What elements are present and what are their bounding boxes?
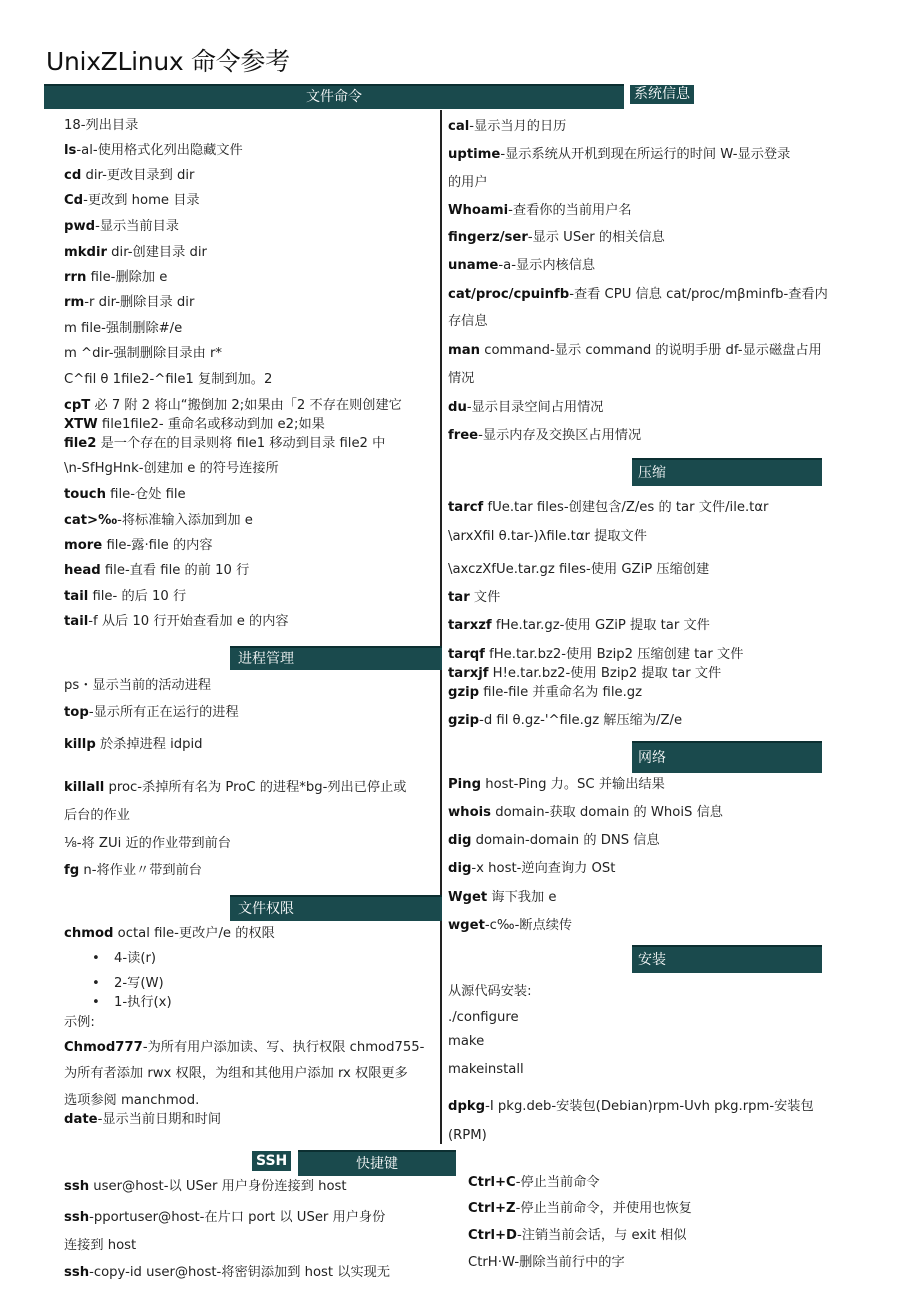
command-token: uname	[448, 258, 499, 273]
list-item: ps・显示当前的活动进程	[64, 678, 212, 693]
command-token: tar	[448, 590, 470, 605]
command-token: wget	[448, 918, 485, 933]
list-item: tarxzf fHe.tar.gz-使用 GZiP 提取 tar 文件	[448, 618, 710, 633]
command-token: gzip	[448, 685, 480, 700]
list-item: 连接到 host	[64, 1238, 137, 1253]
bullet-item	[92, 994, 172, 1012]
list-item: killall proc-杀掉所有名为 ProC 的进程*bg-列出已停止或	[64, 780, 407, 795]
list-item: ssh-copy-id user@host-将密钥添加到 host 以实现无	[64, 1265, 391, 1280]
section-header-system-info	[630, 85, 694, 104]
list-item: file2 是一个存在的目录则将 file1 移动到目录 file2 中	[64, 436, 386, 451]
command-token: rrn	[64, 270, 87, 285]
bullet-text: 1-执行(x)	[114, 995, 172, 1010]
command-token: Ctrl+Z	[468, 1201, 516, 1216]
section-title: 网络	[638, 750, 666, 766]
command-token: free	[448, 428, 479, 443]
section-title: 文件权限	[238, 901, 294, 917]
list-item: dig domain-domain 的 DNS 信息	[448, 833, 660, 848]
bullet-item	[92, 975, 164, 993]
bullet-icon: •	[92, 995, 100, 1010]
list-item: m file-强制删除#/e	[64, 321, 183, 336]
list-item: ./configure	[448, 1010, 519, 1025]
section-title: 进程管理	[238, 651, 294, 667]
section-title: 快捷键	[356, 1156, 398, 1172]
list-item: 示例:	[64, 1015, 95, 1030]
list-item: dpkg-I pkg.deb-安装包(Debian)rpm-Uvh pkg.rpm-安装包	[448, 1099, 814, 1114]
section-title: 安装	[638, 952, 666, 968]
list-item: pwd-显示当前目录	[64, 219, 179, 234]
list-item: Wget 诲下我加 e	[448, 890, 557, 905]
list-item: date-显示当前日期和时间	[64, 1112, 222, 1127]
command-token: more	[64, 538, 103, 553]
list-item: cat>‰-将标准输入添加到加 e	[64, 513, 253, 528]
bullet-text: 4-读(r)	[114, 951, 157, 966]
bullet-icon: •	[92, 976, 100, 991]
list-item: touch file-仓处 file	[64, 487, 186, 502]
command-token: rm	[64, 295, 85, 310]
list-item: wget-c‰-断点续传	[448, 918, 573, 933]
command-token: dpkg	[448, 1099, 486, 1114]
command-token: touch	[64, 487, 106, 502]
list-item: chmod octal file-更改户/e 的权限	[64, 926, 275, 941]
section-header-compress	[632, 458, 822, 486]
list-item: ⅛-将 ZUi 近的作业带到前台	[64, 836, 231, 851]
command-token: tail	[64, 614, 89, 629]
command-token: Ping	[448, 777, 482, 792]
bullet-text: 2-写(W)	[114, 976, 164, 991]
section-header-permissions	[230, 895, 442, 921]
section-header-ssh	[252, 1151, 291, 1171]
list-item: fg n-将作业〃带到前台	[64, 863, 202, 878]
list-item: uname-a-显示内核信息	[448, 258, 596, 273]
command-token: file2	[64, 436, 97, 451]
list-item: ssh-pportuser@host-在片口 port 以 USer 用户身份	[64, 1210, 386, 1225]
list-item: tarxjf H!e.tar.bz2-使用 Bzip2 提取 tar 文件	[448, 666, 722, 681]
command-token: fg	[64, 863, 80, 878]
list-item: killp 於杀掉进程 idpid	[64, 737, 203, 752]
command-token: tarqf	[448, 647, 485, 662]
command-token: top	[64, 705, 89, 720]
list-item: (RPM)	[448, 1128, 487, 1143]
list-item: C^fil θ 1file2-^file1 复制到加。2	[64, 372, 273, 387]
section-header-file-commands	[44, 84, 624, 109]
command-token: killp	[64, 737, 96, 752]
command-token: ssh	[64, 1179, 90, 1194]
list-item: 存信息	[448, 314, 488, 329]
list-item: tarqf fHe.tar.bz2-使用 Bzip2 压缩创建 tar 文件	[448, 647, 744, 662]
list-item: ssh user@host-以 USer 用户身份连接到 host	[64, 1179, 347, 1194]
command-token: tail	[64, 589, 89, 604]
list-item: cal-显示当月的日历	[448, 119, 567, 134]
list-item: 选项参阅 manchmod.	[64, 1093, 200, 1108]
list-item: Ctrl+Z-停止当前命令，并使用也恢复	[468, 1201, 692, 1216]
command-token: whois	[448, 805, 492, 820]
list-item: more file-露·file 的内容	[64, 538, 213, 553]
command-token: XTW	[64, 417, 98, 432]
section-title: SSH	[256, 1153, 288, 1169]
section-title: 系统信息	[634, 86, 690, 102]
bullet-item	[92, 950, 156, 968]
list-item: man command-显示 command 的说明手册 df-显示磁盘占用	[448, 343, 822, 358]
section-header-process	[230, 646, 442, 670]
list-item: 18-列出目录	[64, 118, 139, 133]
command-token: date	[64, 1112, 98, 1127]
command-token: Whoami	[448, 203, 509, 218]
list-item: tail file- 的后 10 行	[64, 589, 187, 604]
command-token: cd	[64, 168, 82, 183]
command-token: cal	[448, 119, 470, 134]
command-token: ssh	[64, 1210, 90, 1225]
command-token: man	[448, 343, 481, 358]
list-item: CtrH·W-删除当前行中的字	[468, 1255, 625, 1270]
command-token: cpT	[64, 398, 91, 413]
list-item: Ctrl+D-注销当前会话，与 exit 相似	[468, 1228, 687, 1243]
list-item: mkdir dir-创建目录 dir	[64, 245, 207, 260]
bullet-icon: •	[92, 951, 100, 966]
command-token: dig	[448, 833, 472, 848]
list-item: gzip-d fil θ.gz-'^file.gz 解压缩为/Z/e	[448, 713, 683, 728]
command-token: head	[64, 563, 101, 578]
command-token: tarxjf	[448, 666, 489, 681]
command-token: du	[448, 400, 467, 415]
page-title: UnixZLinux 命令参考	[46, 47, 290, 76]
list-item: rm-r dir-删除目录 dir	[64, 295, 195, 310]
section-title: 压缩	[638, 465, 666, 481]
command-token: ssh	[64, 1265, 90, 1280]
section-title: 文件命令	[306, 89, 362, 105]
command-token: dig	[448, 861, 472, 876]
command-token: tarcf	[448, 500, 484, 515]
list-item: tail-f 从后 10 行开始查看加 e 的内容	[64, 614, 289, 629]
list-item: 的用户	[448, 175, 488, 190]
list-item: Ctrl+C-停止当前命令	[468, 1175, 600, 1190]
list-item: Whoami-查看你的当前用户名	[448, 203, 632, 218]
command-token: tarxzf	[448, 618, 492, 633]
command-token: chmod	[64, 926, 114, 941]
list-item: gzip file-file 并重命名为 file.gz	[448, 685, 643, 700]
command-token: Ctrl+D	[468, 1228, 518, 1243]
list-item: tarcf fUe.tar files-创建包含/Z/es 的 tar 文件/ile.tαr	[448, 500, 769, 515]
list-item: \n-SfHgHnk-创建加 e 的符号连接所	[64, 461, 279, 476]
list-item: Chmod777-为所有用户添加读、写、执行权限 chmod755-	[64, 1040, 425, 1055]
section-header-network	[632, 741, 822, 773]
command-token: Chmod777	[64, 1040, 143, 1055]
command-token: Cd	[64, 193, 84, 208]
list-item: cat/proc/cpuinfb-查看 CPU 信息 cat/proc/mβminfb-查看内	[448, 287, 828, 302]
list-item: makeinstall	[448, 1062, 524, 1077]
command-token: ls	[64, 143, 77, 158]
list-item: du-显示目录空间占用情况	[448, 400, 604, 415]
list-item: tar 文件	[448, 590, 501, 605]
command-token: Wget	[448, 890, 488, 905]
list-item: dig-x host-逆向查询力 OSt	[448, 861, 616, 876]
list-item: free-显示内存及交换区占用情况	[448, 428, 642, 443]
list-item: \arxXfil θ.tar-)λfile.tαr 提取文件	[448, 529, 647, 544]
list-item: ls-al-使用格式化列出隐藏文件	[64, 143, 243, 158]
command-token: uptime	[448, 147, 501, 162]
command-token: killall	[64, 780, 105, 795]
list-item: cd dir-更改目录到 dir	[64, 168, 195, 183]
command-token: gzip	[448, 713, 480, 728]
list-item: make	[448, 1034, 485, 1049]
list-item: XTW file1file2- 重命名或移动到加 e2;如果	[64, 417, 325, 432]
section-header-install	[632, 945, 822, 973]
list-item: rrn file-删除加 e	[64, 270, 168, 285]
list-item: fingerz/ser-显示 USer 的相关信息	[448, 230, 665, 245]
list-item: \axczXfUe.tar.gz files-使用 GZiP 压缩创建	[448, 562, 710, 577]
list-item: head file-直看 file 的前 10 行	[64, 563, 250, 578]
list-item: uptime-显示系统从开机到现在所运行的时间 W-显示登录	[448, 147, 791, 162]
list-item: Ping host-Ping 力。SC 并输出结果	[448, 777, 665, 792]
list-item: m ^dir-强制删除目录由 r*	[64, 346, 222, 361]
section-header-shortcuts	[298, 1150, 456, 1176]
command-token: Ctrl+C	[468, 1175, 516, 1190]
column-divider	[440, 110, 442, 1144]
list-item: 为所有者添加 rwx 权限，为组和其他用户添加 rx 权限更多	[64, 1066, 408, 1081]
list-item: whois domain-获取 domain 的 WhoiS 信息	[448, 805, 723, 820]
list-item: 从源代码安装:	[448, 984, 532, 999]
command-token: fingerz/ser	[448, 230, 528, 245]
command-token: cat/proc/cpuinfb	[448, 287, 570, 302]
list-item: top-显示所有正在运行的进程	[64, 705, 239, 720]
command-token: pwd	[64, 219, 96, 234]
command-token: cat>‰	[64, 513, 118, 528]
command-token: mkdir	[64, 245, 107, 260]
list-item: 情况	[448, 371, 475, 386]
list-item: cpT 必 7 附 2 将山“搬倒加 2;如果由「2 不存在则创建它	[64, 398, 402, 413]
list-item: 后台的作业	[64, 808, 130, 823]
list-item: Cd-更改到 home 目录	[64, 193, 200, 208]
